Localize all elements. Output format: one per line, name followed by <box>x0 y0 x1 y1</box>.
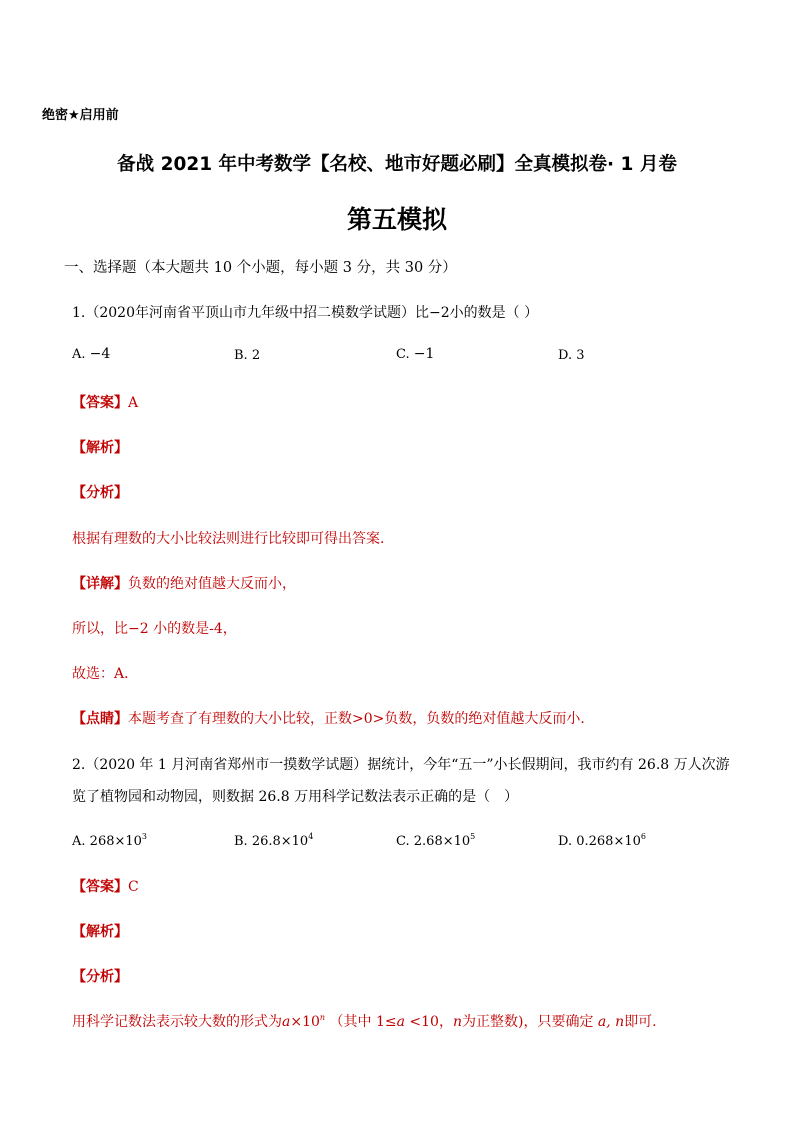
q1-fenxi-text: 根据有理数的大小比较法则进行比较即可得出答案． <box>72 531 394 547</box>
q2-option-b: B. $26.8\times 10^4$ <box>234 832 314 849</box>
q2-stem-line2: 览了植物园和动物园，则数据 26.8 万用科学记数法表示正确的是（ ） <box>72 789 519 805</box>
q2-stem-line1: 2.（2020 年 1 月河南省郑州市一摸数学试题）据统计，今年“五一”小长假期间，我市约有 26.8 万人次游 <box>72 757 730 773</box>
q2-option-a: A. $268\times 10^3$ <box>72 832 148 849</box>
q1-option-d: D. 3 <box>558 348 585 363</box>
q1-stem: 1.（2020年河南省平顶山市九年级中招二模数学试题）比−2小的数是（ ） <box>72 305 539 321</box>
q1-option-b: B. 2 <box>234 348 261 363</box>
exam-subtitle: 第五模拟 <box>346 205 447 234</box>
q2-analysis-tag: 【解析】 <box>72 924 128 940</box>
q1-analysis-tag: 【解析】 <box>72 440 128 456</box>
q1-conclusion: 所以，比−2 小的数是-4， <box>72 621 237 637</box>
q2-option-c: C. $2.68\times 10^5$ <box>396 832 476 849</box>
q1-answer: 【答案】A <box>72 395 139 411</box>
q1-choose: 故选：A． <box>72 666 139 682</box>
q1-detail: 【详解】负数的绝对值越大反而小， <box>72 576 296 592</box>
q2-fenxi-tag: 【分析】 <box>72 969 128 985</box>
q2-option-d: D. $0.268\times 10^6$ <box>558 832 646 849</box>
section-heading: 一、选择题（本大题共 10 个小题，每小题 3 分，共 30 分） <box>64 260 457 276</box>
q2-fenxi-text: 用科学记数法表示较大数的形式为$a\times 10^n$ （其中 1≤a <10，n为正整数)，只要确定 a, n即可. <box>72 1013 657 1030</box>
exam-title: 备战 2021 年中考数学【名校、地市好题必刷】全真模拟卷· 1 月卷 <box>117 154 677 175</box>
q1-comment: 【点睛】本题考查了有理数的大小比较，正数>0>负数，负数的绝对值越大反而小． <box>72 711 595 727</box>
confidential-label: 绝密★启用前 <box>42 108 119 123</box>
q1-fenxi-tag: 【分析】 <box>72 485 128 501</box>
q1-option-a: A. −4 <box>72 346 111 362</box>
q2-answer: 【答案】C <box>72 879 139 895</box>
q1-option-c: C. −1 <box>396 346 435 362</box>
